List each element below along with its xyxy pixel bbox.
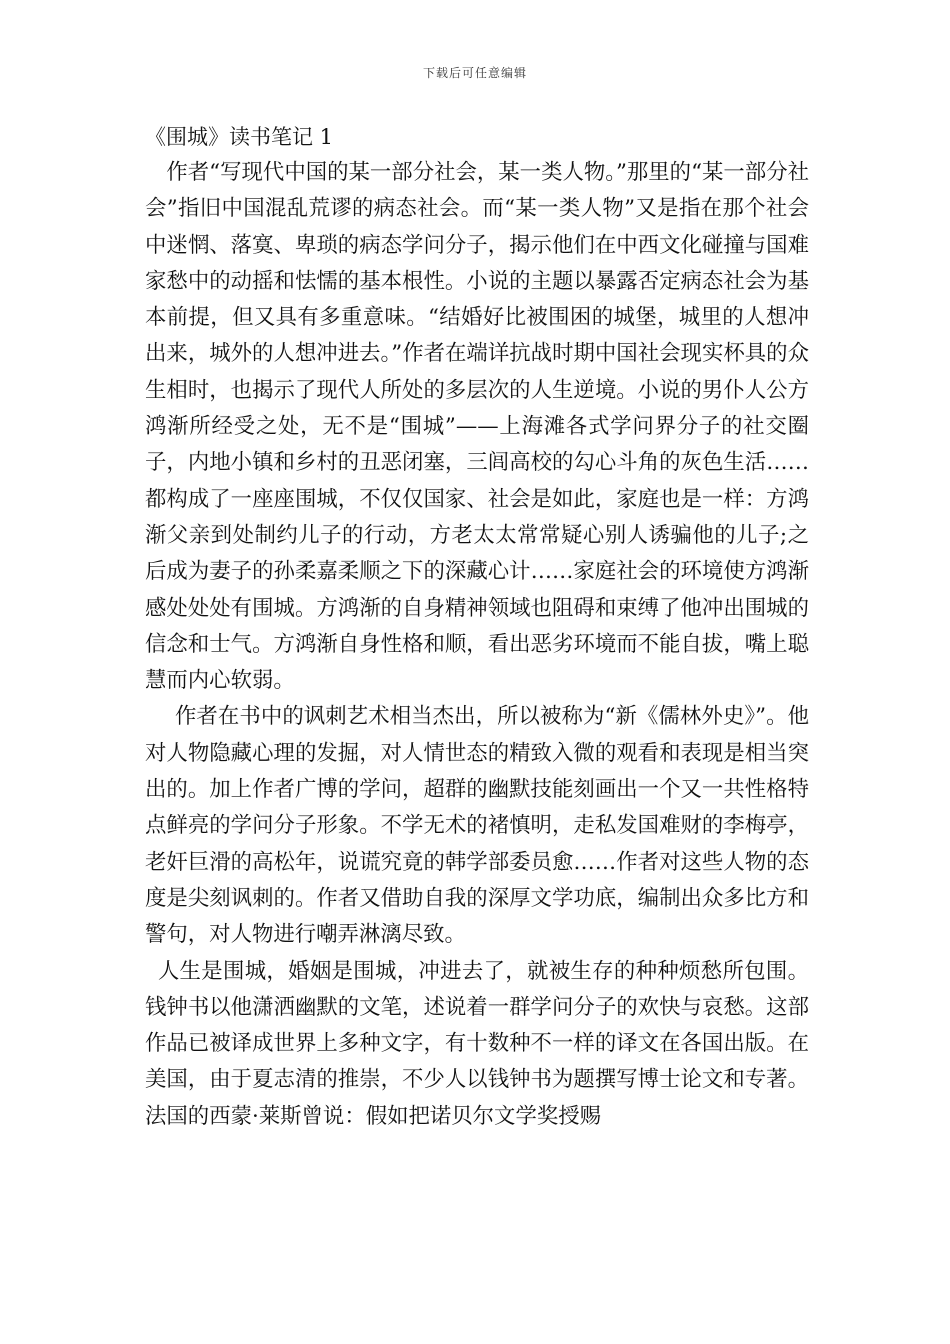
document-body: [145, 120, 809, 1135]
paragraph-2: 作者在书中的讽刺艺术相当杰出，所以被称为“新《儒林外史》”。他对人物隐藏心理的发掘，对人情世态的精致入微的观看和表现是相当突出的。加上作者广博的学问，超群的幽默技能刻画出一个又一共性格特点鲜亮的学问分子形象。不学无术的褚慎明，走私发国难财的李梅亭，老奸巨滑的高松年，说谎究竟的韩学部委员愈……作者对这些人物的态度是尖刻讽刺的。作者又借助自我的深厚文学功底，编制出众多比方和警句，对人物进行嘲弄淋漓尽致。: [145, 704, 809, 948]
document-title: 《围城》读书笔记 1: [145, 125, 334, 149]
paragraph-3: 人生是围城，婚姻是围城，冲进去了，就被生存的种种烦愁所包围。钱钟书以他潇洒幽默的文笔，述说着一群学问分子的欢快与哀愁。这部作品已被译成世界上多种文字，有十数种不一样的译文在各国出版。在美国，由于夏志清的推崇，不少人以钱钟书为题撰写博士论文和专著。法国的西蒙·莱斯曾说：假如把诺贝尔文学奖授赐: [145, 958, 809, 1129]
page-header: 下载后可任意编辑: [422, 66, 527, 80]
paragraph-1: 作者“写现代中国的某一部分社会，某一类人物。”那里的“某一部分社会”指旧中国混乱荒谬的病态社会。而“某一类人物”又是指在那个社会中迷惘、落寞、卑琐的病态学问分子，揭示他们在中西文化碰撞与国难家愁中的动摇和怯懦的基本根性。小说的主题以暴露否定病态社会为基本前提，但又具有多重意味。“结婚好比被围困的城堡，城里的人想冲出来，城外的人想冲进去。”作者在端详抗战时期中国社会现实杯具的众生相时，也揭示了现代人所处的多层次的人生逆境。小说的男仆人公方鸿渐所经受之处，无不是“围城”——上海滩各式学问界分子的社交圈子，内地小镇和乡村的丑恶闭塞，三闾高校的勾心斗角的灰色生活……都构成了一座座围城，不仅仅国家、社会是如此，家庭也是一样：方鸿渐父亲到处制约儿子的行动，方老太太常常疑心别人诱骗他的儿子;之后成为妻子的孙柔嘉柔顺之下的深藏心计……家庭社会的环境使方鸿渐感处处处有围城。方鸿渐的自身精神领域也阻碍和束缚了他冲出围城的信念和士气。方鸿渐自身性格和顺，看出恶劣环境而不能自拔，嘴上聪慧而内心软弱。: [145, 160, 809, 694]
